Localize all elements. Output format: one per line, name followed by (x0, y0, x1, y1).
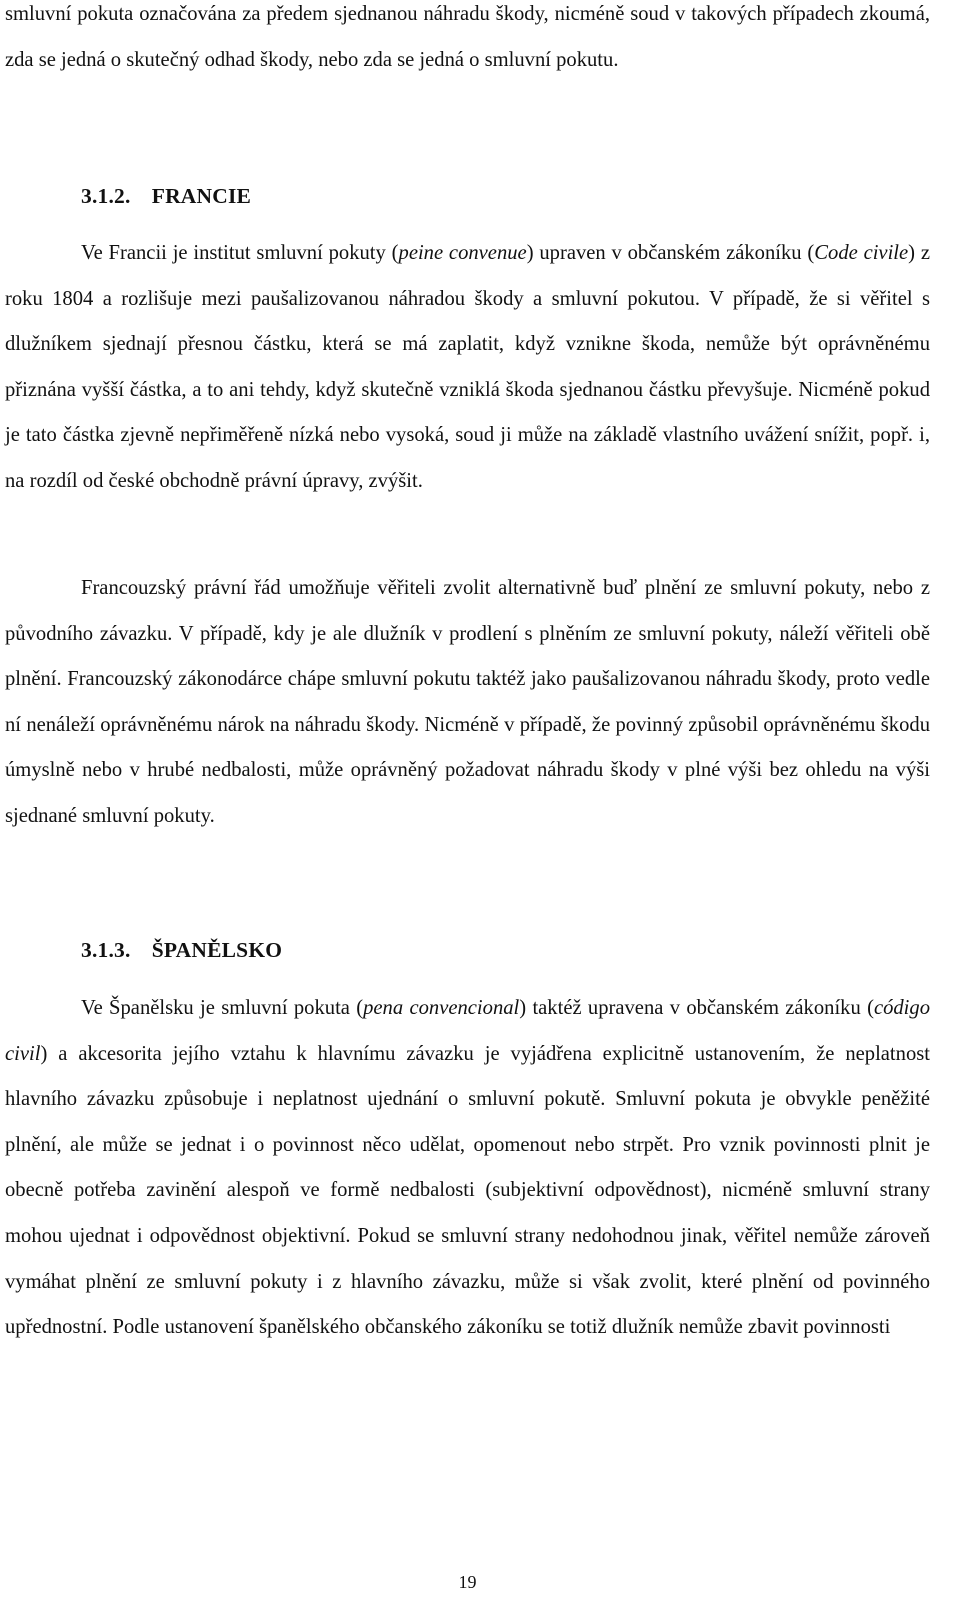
page-number: 19 (458, 1572, 477, 1592)
text-run: Ve Francii je institut smluvní pokuty ( (81, 242, 399, 264)
text-run: ) upraven v občanském zákoníku ( (526, 242, 815, 264)
france-paragraph-1-block (5, 231, 930, 505)
text-run: ) z roku 1804 a rozlišuje mezi paušalizovanou náhradou škody a smluvní pokutou. V případě, že si věřitel s dlužníkem sjednají přesnou částku, která se má zaplatit, když vznikne škoda, nemůže být oprávněnému přiznána vyšší částka, a to ani tehdy, když skutečně vzniklá škoda sjednanou částku převyšuje. Nicméně pokud je tato částka zjevně nepřiměřeně nízká nebo vysoká, soud ji může na základě vlastního uvážení snížit, popř. i, na rozdíl od české obchodně právní úpravy, zvýšit. (5, 242, 930, 492)
section-heading-spain (81, 938, 282, 963)
france-paragraph-2-block (5, 566, 930, 840)
section-title: FRANCIE (151, 184, 252, 208)
intro-paragraph: smluvní pokuta označována za předem sjednanou náhradu škody, nicméně soud v takových případech zkoumá, zda se jedná o skutečný odhad škody, nebo zda se jedná o smluvní pokutu. (5, 3, 930, 71)
section-number: 3.1.2. (81, 184, 131, 208)
text-run: Ve Španělsku je smluvní pokuta ( (81, 997, 364, 1019)
spain-paragraph-1-block (5, 986, 930, 1351)
term-italic: peine convenue (398, 242, 527, 264)
france-paragraph-2: Francouzský právní řád umožňuje věřiteli zvolit alternativně buď plnění ze smluvní pokuty, nebo z původního závazku. V případě, kdy je ale dlužník v prodlení s plněním ze smluvní pokuty, náleží věřiteli obě plnění. Francouzský zákonodárce chápe smluvní pokutu taktéž jako paušalizovanou náhradu škody, proto vedle ní nenáleží oprávněnému nárok na náhradu škody. Nicméně v případě, že povinný způsobil oprávněnému škodu úmyslně nebo v hrubé nedbalosti, může oprávněný požadovat náhradu škody v plné výši bez ohledu na výši sjednané smluvní pokuty. (5, 577, 930, 827)
spain-paragraph-1 (5, 986, 930, 1351)
section-number: 3.1.3. (81, 938, 131, 962)
text-run: ) a akcesorita jejího vztahu k hlavnímu závazku je vyjádřena explicitně ustanovením, že neplatnost hlavního závazku způsobuje i neplatnost ujednání o smluvní pokutě. Smluvní pokuta je obvykle peněžité plnění, ale může se jednat i o povinnost něco udělat, opomenout nebo strpět. Pro vznik povinnosti plnit je obecně potřeba zavinění alespoň ve formě nedbalosti (subjektivní odpovědnost), nicméně smluvní strany mohou ujednat i odpovědnost objektivní. Pokud se smluvní strany nedohodnou jinak, věřitel nemůže zároveň vymáhat plnění ze smluvní pokuty i z hlavního závazku, může si však zvolit, které plnění od povinného upřednostní. Podle ustanovení španělského občanského zákoníku se totiž dlužník nemůže zbavit povinnosti (5, 1042, 930, 1339)
document-page (5, 0, 931, 1339)
term-italic: código civil (5, 997, 931, 1065)
section-heading-france (81, 184, 251, 209)
text-run: ) taktéž upravena v občanském zákoníku ( (519, 997, 874, 1019)
term-italic: pena convencional (363, 997, 520, 1019)
france-paragraph-1 (5, 231, 930, 505)
section-title: ŠPANĚLSKO (151, 938, 283, 962)
term-italic: Code civile (814, 242, 909, 264)
